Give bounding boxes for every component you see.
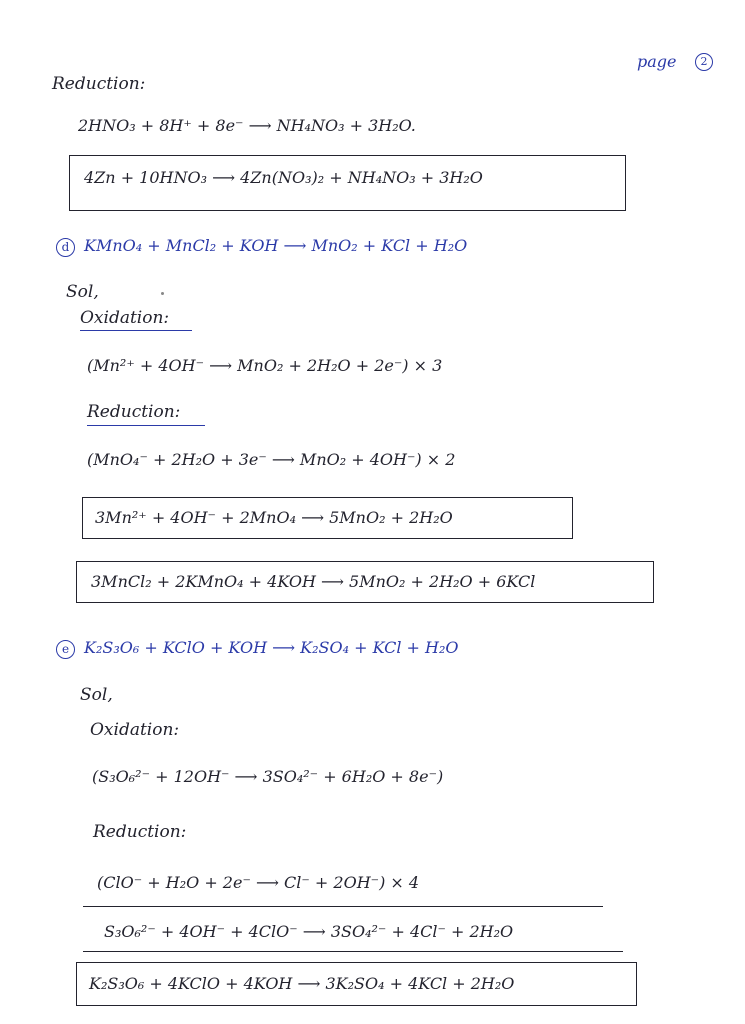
reduction-heading-e: Reduction: <box>93 822 187 842</box>
solution-label-e: Sol, <box>80 685 113 705</box>
question-equation-e: K₂S₃O₆ + KClO + KOH ⟶ K₂SO₄ + KCl + H₂O <box>84 638 459 657</box>
reduction-heading-d: Reduction: <box>87 402 181 422</box>
question-marker-e: e <box>56 640 75 659</box>
underline-reduction-d <box>87 425 205 426</box>
reduction-equation-d: (MnO₄⁻ + 2H₂O + 3e⁻ ⟶ MnO₂ + 4OH⁻) × 2 <box>87 450 456 469</box>
net-ionic-equation-e: S₃O₆²⁻ + 4OH⁻ + 4ClO⁻ ⟶ 3SO₄²⁻ + 4Cl⁻ + 2H₂O <box>104 922 514 941</box>
boxed-equation-c: 4Zn + 10HNO₃ ⟶ 4Zn(NO₃)₂ + NH₄NO₃ + 3H₂O <box>84 168 483 187</box>
reduction-equation-1: 2HNO₃ + 8H⁺ + 8e⁻ ⟶ NH₄NO₃ + 3H₂O. <box>78 116 416 135</box>
boxed-equation-e: K₂S₃O₆ + 4KClO + 4KOH ⟶ 3K₂SO₄ + 4KCl + 2H₂O <box>89 974 515 993</box>
underline-oxidation-d <box>80 330 192 331</box>
page-label: page <box>637 52 677 71</box>
pen-dot <box>161 292 164 295</box>
question-marker-d: d <box>56 238 75 257</box>
page-number: 2 <box>695 53 713 71</box>
oxidation-heading-d: Oxidation: <box>80 308 170 328</box>
oxidation-equation-e: (S₃O₆²⁻ + 12OH⁻ ⟶ 3SO₄²⁻ + 6H₂O + 8e⁻) <box>92 767 444 786</box>
boxed-answer-e <box>76 962 637 1006</box>
question-equation-d: KMnO₄ + MnCl₂ + KOH ⟶ MnO₂ + KCl + H₂O <box>84 236 468 255</box>
boxed-equation-d: 3MnCl₂ + 2KMnO₄ + 4KOH ⟶ 5MnO₂ + 2H₂O + 6KCl <box>91 572 536 591</box>
boxed-ionic-d <box>82 497 573 539</box>
boxed-answer-c <box>69 155 626 211</box>
boxed-ionic-equation-d: 3Mn²⁺ + 4OH⁻ + 2MnO₄ ⟶ 5MnO₂ + 2H₂O <box>95 508 453 527</box>
oxidation-equation-d: (Mn²⁺ + 4OH⁻ ⟶ MnO₂ + 2H₂O + 2e⁻) × 3 <box>87 356 443 375</box>
reduction-heading-1: Reduction: <box>52 74 146 94</box>
boxed-answer-d <box>76 561 654 603</box>
sum-line-e <box>83 906 603 907</box>
solution-label-d: Sol, <box>66 282 99 302</box>
reduction-equation-e: (ClO⁻ + H₂O + 2e⁻ ⟶ Cl⁻ + 2OH⁻) × 4 <box>97 873 420 892</box>
sum-line-e-2 <box>83 951 623 952</box>
oxidation-heading-e: Oxidation: <box>90 720 180 740</box>
